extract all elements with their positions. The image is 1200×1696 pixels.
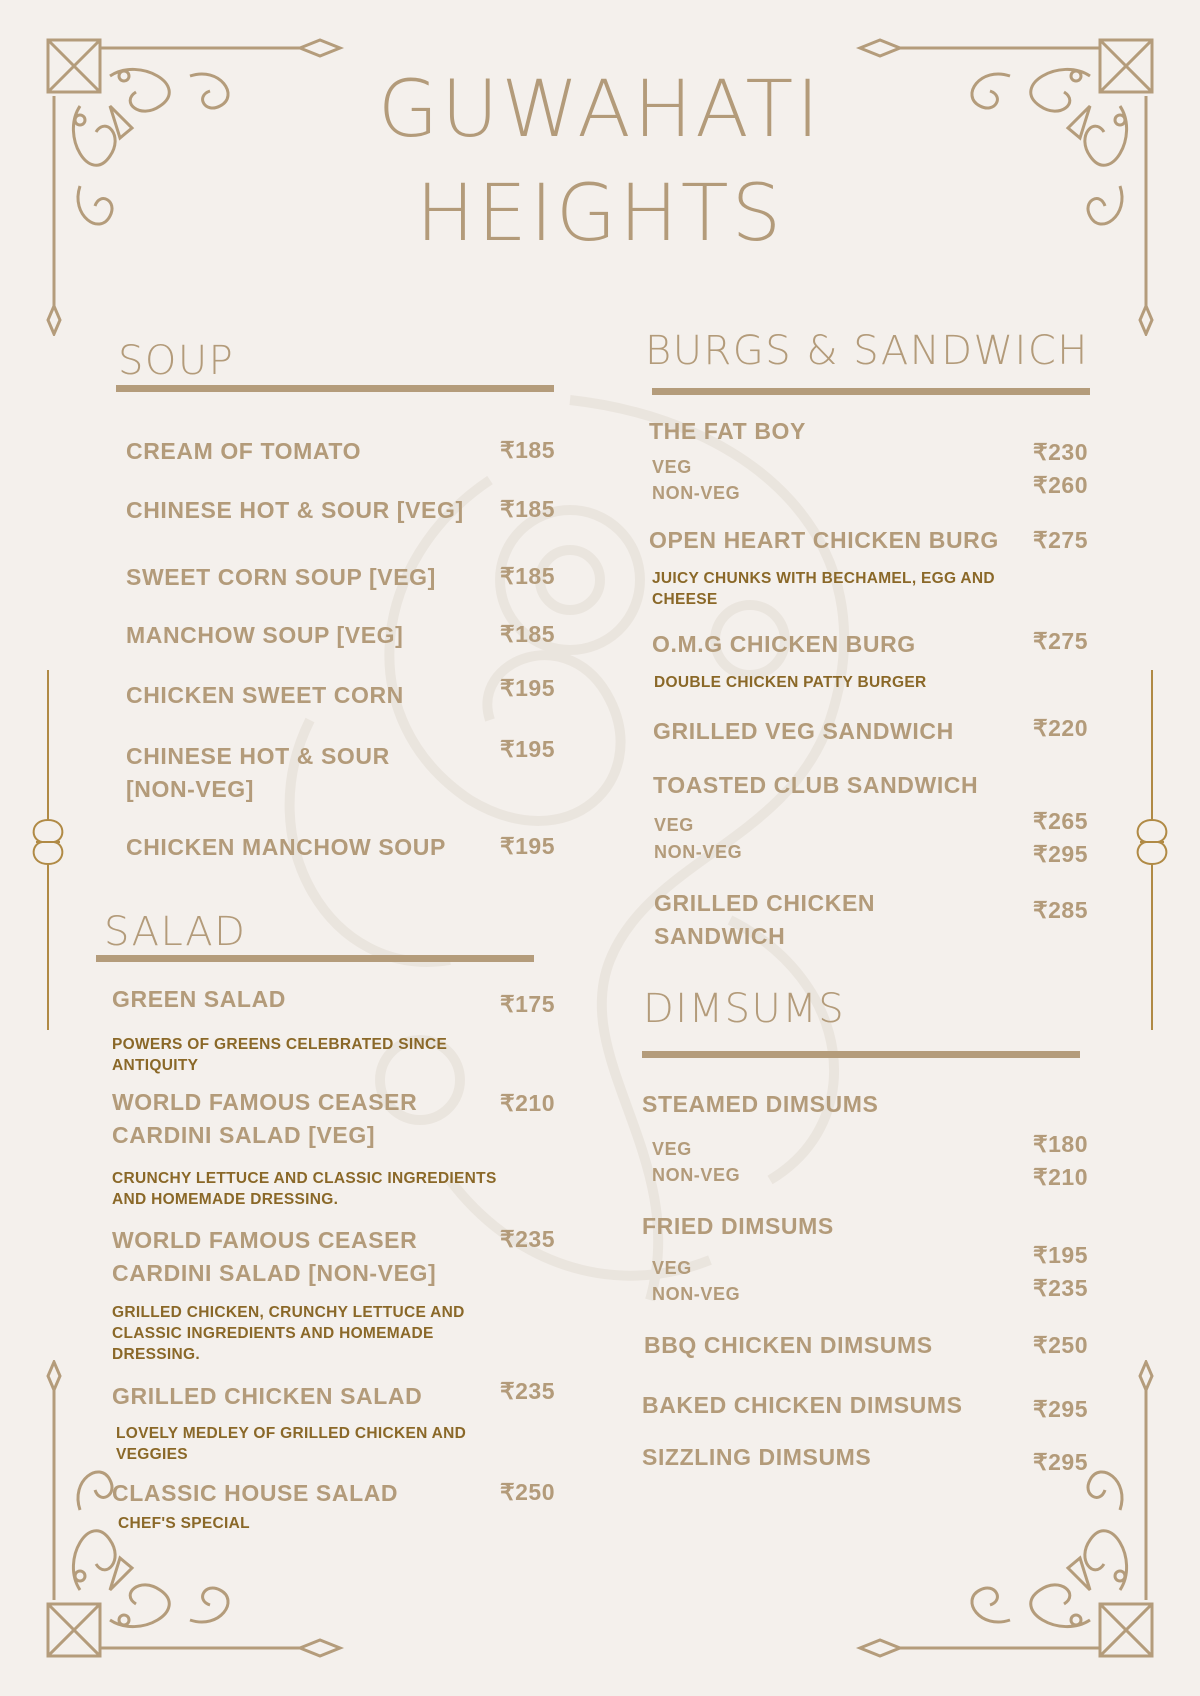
- soup-item-price: ₹185: [500, 563, 556, 589]
- title-line-1: GUWAHATI: [377, 65, 823, 155]
- dimsum-item-price: ₹295: [1033, 1396, 1089, 1422]
- burg-nonveg-label: NON-VEG: [654, 842, 743, 862]
- burg-item-price: ₹285: [1033, 897, 1089, 923]
- burg-item-description: DOUBLE CHICKEN PATTY BURGER: [654, 674, 927, 691]
- burg-item-price: ₹275: [1033, 527, 1089, 553]
- burg-item-name: O.M.G CHICKEN BURG: [652, 631, 916, 657]
- dimsum-nonveg-label: NON-VEG: [652, 1165, 741, 1185]
- salad-item-name: CLASSIC HOUSE SALAD: [112, 1480, 399, 1506]
- soup-item-price: ₹195: [500, 675, 556, 701]
- salad-rule: [96, 955, 534, 962]
- dimsum-veg-label: VEG: [652, 1139, 692, 1159]
- burg-item-description: JUICY CHUNKS WITH BECHAMEL, EGG AND CHEESE: [652, 570, 995, 608]
- soup-item-name: MANCHOW SOUP [VEG]: [126, 622, 404, 648]
- title-line-2: HEIGHTS: [415, 169, 785, 259]
- dimsum-veg-price: ₹180: [1033, 1131, 1089, 1157]
- salad-item-name: GREEN SALAD: [112, 986, 287, 1012]
- dimsum-item-name: BBQ CHICKEN DIMSUMS: [644, 1332, 933, 1358]
- burgs-rule: [652, 388, 1090, 395]
- burg-item-name: GRILLED CHICKEN SANDWICH: [654, 890, 876, 949]
- dimsum-item-name: BAKED CHICKEN DIMSUMS: [642, 1392, 963, 1418]
- soup-item-price: ₹185: [500, 621, 556, 647]
- burg-nonveg-label: NON-VEG: [652, 483, 741, 503]
- soup-item-name: CHICKEN MANCHOW SOUP: [126, 834, 446, 860]
- soup-item-price: ₹195: [500, 833, 556, 859]
- salad-item-description: CHEF'S SPECIAL: [118, 1515, 250, 1532]
- burgs-section-title: BURGS & SANDWICH: [645, 328, 1089, 374]
- salad-item-description: POWERS OF GREENS CELEBRATED SINCE ANTIQUITY: [112, 1036, 448, 1074]
- soup-item-name: CHINESE HOT & SOUR [VEG]: [126, 497, 464, 523]
- salad-item-name: GRILLED CHICKEN SALAD: [112, 1383, 423, 1409]
- dimsum-item-name: FRIED DIMSUMS: [642, 1213, 834, 1239]
- soup-item-price: ₹185: [500, 496, 556, 522]
- burg-item-name: THE FAT BOY: [649, 418, 806, 444]
- burg-veg-label: VEG: [654, 815, 694, 835]
- burg-item-name: GRILLED VEG SANDWICH: [653, 718, 954, 744]
- dimsum-nonveg-price: ₹210: [1033, 1164, 1089, 1190]
- dimsum-nonveg-price: ₹235: [1033, 1275, 1089, 1301]
- dimsum-veg-label: VEG: [652, 1258, 692, 1278]
- burg-item-price: ₹275: [1033, 628, 1089, 654]
- salad-item-price: ₹175: [500, 991, 556, 1017]
- burg-nonveg-price: ₹295: [1033, 841, 1089, 867]
- burg-veg-label: VEG: [652, 457, 692, 477]
- restaurant-title: [0, 58, 1200, 266]
- soup-item-name: SWEET CORN SOUP [VEG]: [126, 564, 436, 590]
- salad-item-price: ₹235: [500, 1226, 556, 1252]
- dimsum-nonveg-label: NON-VEG: [652, 1284, 741, 1304]
- salad-item-description: LOVELY MEDLEY OF GRILLED CHICKEN AND VEGGIES: [116, 1425, 467, 1463]
- dimsums-rule: [642, 1051, 1080, 1058]
- soup-item-name: CHICKEN SWEET CORN: [126, 682, 404, 708]
- salad-section-title: SALAD: [104, 909, 247, 955]
- soup-rule: [116, 385, 554, 392]
- soup-item-price: ₹195: [500, 736, 556, 762]
- salad-item-name: WORLD FAMOUS CEASER CARDINI SALAD [VEG]: [112, 1089, 418, 1148]
- side-ornament-right: [1132, 670, 1172, 1030]
- burg-nonveg-price: ₹260: [1033, 472, 1089, 498]
- dimsum-item-name: SIZZLING DIMSUMS: [642, 1444, 872, 1470]
- dimsum-veg-price: ₹195: [1033, 1242, 1089, 1268]
- soup-item-name: CREAM OF TOMATO: [126, 438, 362, 464]
- dimsum-item-price: ₹295: [1033, 1449, 1089, 1475]
- side-ornament-left: [28, 670, 68, 1030]
- salad-item-description: GRILLED CHICKEN, CRUNCHY LETTUCE AND CLASSIC INGREDIENTS AND HOMEMADE DRESSING.: [112, 1304, 465, 1363]
- dimsum-item-price: ₹250: [1033, 1332, 1089, 1358]
- soup-item-name-line-2: [NON-VEG]: [126, 776, 255, 802]
- salad-item-price: ₹210: [500, 1090, 556, 1116]
- dimsums-section-title: DIMSUMS: [643, 986, 846, 1032]
- burg-veg-price: ₹230: [1033, 439, 1089, 465]
- soup-item-name: CHINESE HOT & SOUR: [126, 743, 390, 769]
- salad-item-name: WORLD FAMOUS CEASER CARDINI SALAD [NON-VEG]: [112, 1227, 437, 1286]
- burg-item-price: ₹220: [1033, 715, 1089, 741]
- dimsum-item-name: STEAMED DIMSUMS: [642, 1091, 879, 1117]
- salad-item-price: ₹250: [500, 1479, 556, 1505]
- soup-item-price: ₹185: [500, 437, 556, 463]
- soup-section-title: SOUP: [118, 338, 235, 384]
- burg-item-name: OPEN HEART CHICKEN BURG: [649, 527, 999, 553]
- salad-item-description: CRUNCHY LETTUCE AND CLASSIC INGREDIENTS AND HOMEMADE DRESSING.: [112, 1170, 497, 1208]
- salad-item-price: ₹235: [500, 1378, 556, 1404]
- burg-veg-price: ₹265: [1033, 808, 1089, 834]
- burg-item-name: TOASTED CLUB SANDWICH: [653, 772, 979, 798]
